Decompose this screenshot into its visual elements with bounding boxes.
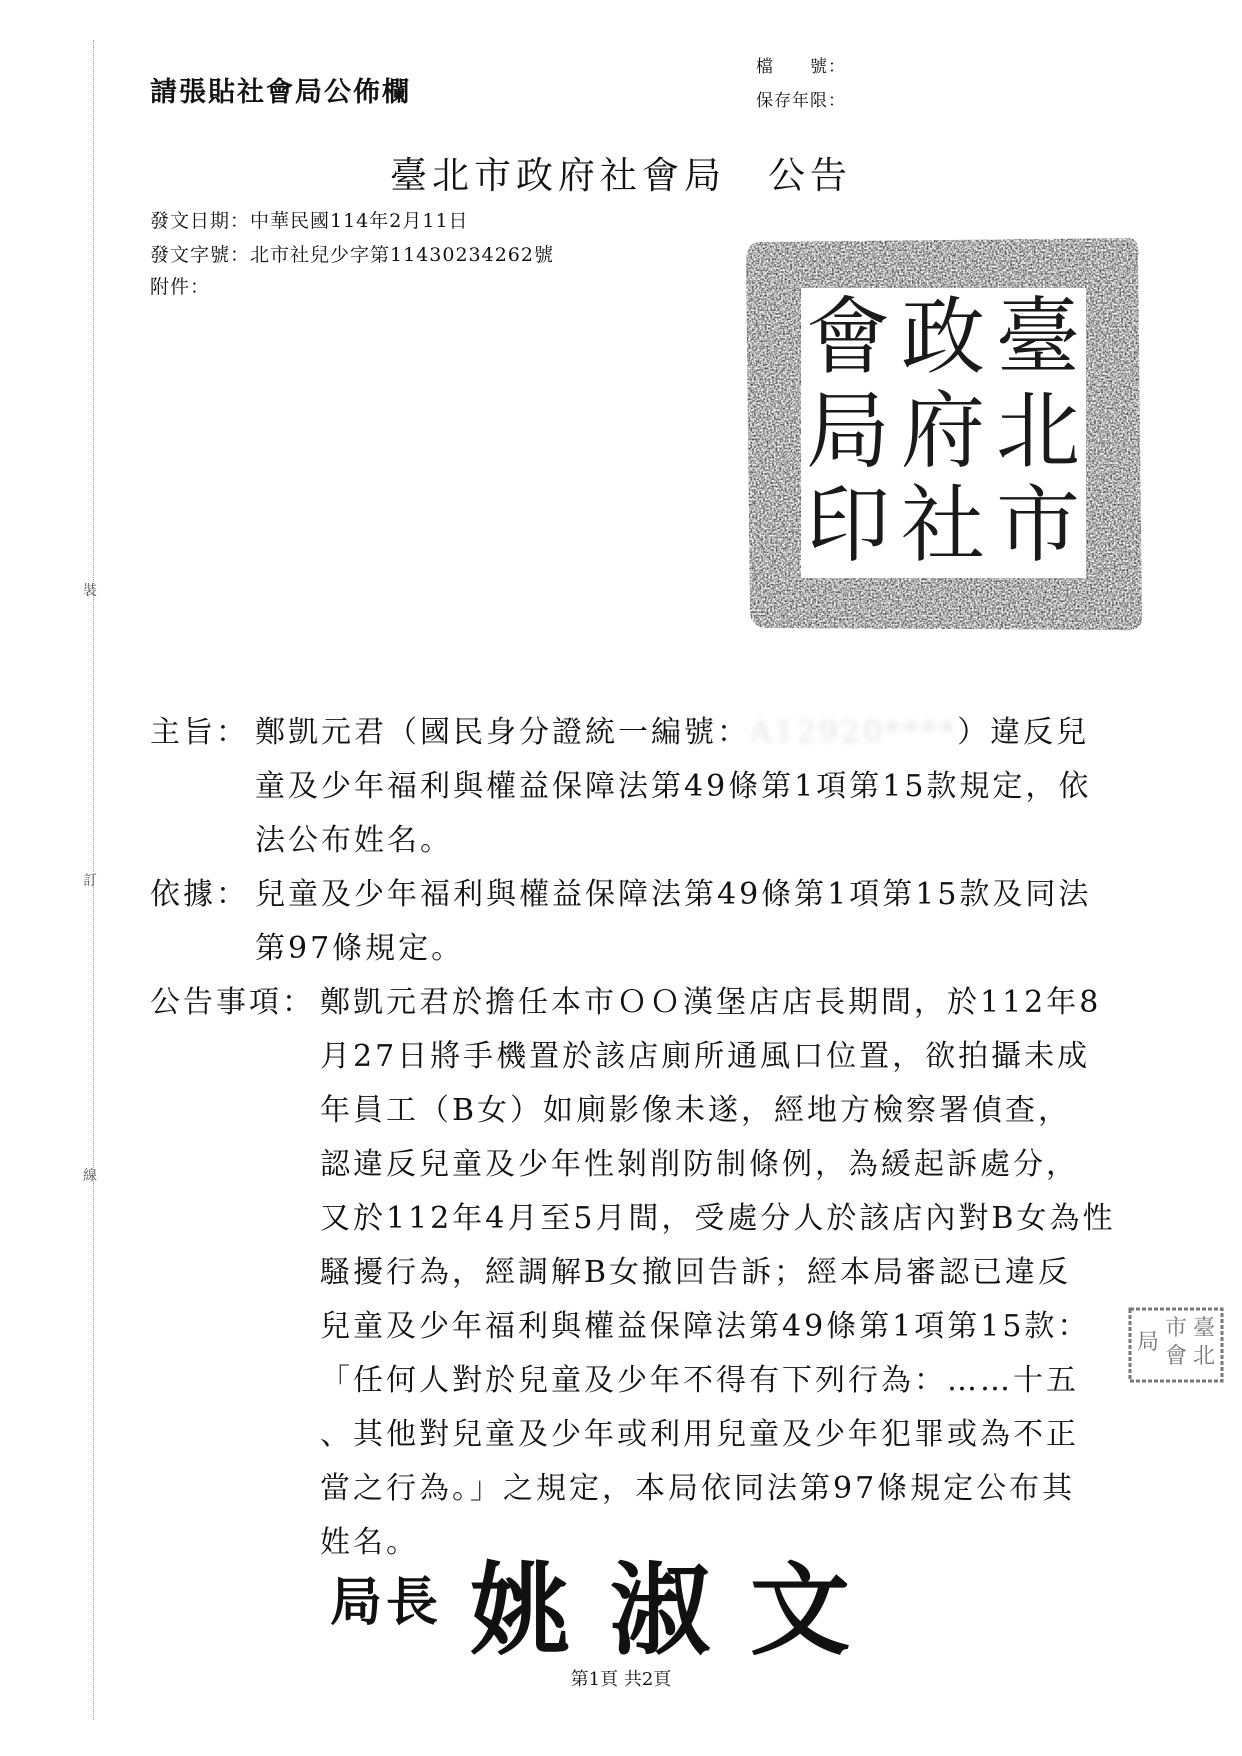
notice-line: 「任何人對於兒童及少年不得有下列行為：……十五 (320, 1363, 1079, 1398)
binding-mark: 裝 (83, 583, 97, 599)
notice-line: 認違反兒童及少年性剝削防制條例，為緩起訴處分， (320, 1147, 1079, 1182)
subject-label: 主旨： (150, 715, 249, 750)
file-number-label: 檔 號： (756, 57, 846, 77)
notice-line: 、其他對兒童及少年或利用兒童及少年犯罪或為不正 (320, 1417, 1079, 1452)
issue-date: 發文日期：中華民國114年2月11日 (150, 210, 469, 232)
stamp-character: 市 (1164, 1316, 1188, 1341)
binding-mark: 訂 (83, 873, 97, 889)
basis-line: 第97條規定。 (255, 931, 465, 966)
notice-line: 年員工（B女）如廁影像未遂，經地方檢察署偵查， (320, 1093, 1072, 1128)
seal-character: 府 (900, 382, 986, 480)
signatory-name: 姚淑文 (470, 1551, 890, 1669)
notice-line: 姓名。 (320, 1525, 419, 1560)
document-title: 臺北市政府社會局 公告 (390, 154, 852, 197)
retention-label: 保存年限： (756, 91, 846, 111)
subject-text: 鄭凱元君（國民身分證統一編號： (255, 715, 750, 750)
stamp-character: 臺 (1192, 1316, 1216, 1341)
subject-line (255, 706, 1089, 760)
seal-character: 北 (995, 382, 1081, 480)
subject-line: 童及少年福利與權益保障法第49條第1項第15款規定，依 (255, 769, 1092, 804)
binding-mark: 線 (83, 1168, 97, 1184)
seal-character: 政 (900, 288, 986, 386)
notice-line: 又於112年4月至5月間，受處分人於該店內對B女為性 (320, 1201, 1116, 1236)
basis-line: 兒童及少年福利與權益保障法第49條第1項第15款及同法 (255, 877, 1092, 912)
seal-character: 臺 (995, 288, 1081, 386)
stamp-character: 北 (1192, 1344, 1216, 1369)
seal-character: 社 (900, 476, 986, 574)
signatory-title: 局長 (330, 1572, 443, 1633)
notice-line: 月27日將手機置於該店廁所通風口位置，欲拍攝未成 (320, 1039, 1091, 1074)
official-seal (738, 228, 1148, 638)
subject-text: ）違反兒 (957, 715, 1090, 750)
stamp-character: 會 (1164, 1344, 1188, 1369)
small-stamp (1126, 1305, 1226, 1385)
notice-line: 兒童及少年福利與權益保障法第49條第1項第15款： (320, 1309, 1091, 1344)
notice-label: 公告事項： (150, 985, 315, 1020)
notice-line: 當之行為。」之規定，本局依同法第97條規定公布其 (320, 1471, 1076, 1506)
notice-line: 鄭凱元君於擔任本市ＯＯ漢堡店店長期間，於112年8 (320, 985, 1102, 1020)
redacted-id: A12920**** (750, 715, 958, 750)
stamp-character: 局 (1136, 1330, 1160, 1355)
notice-line: 騷擾行為，經調解B女撤回告訴；經本局審認已違反 (320, 1255, 1072, 1290)
basis-label: 依據： (150, 877, 249, 912)
seal-character: 局 (805, 382, 891, 480)
attachment-label: 附件： (150, 276, 211, 298)
subject-line: 法公布姓名。 (255, 823, 453, 858)
seal-character: 市 (995, 476, 1081, 574)
page-indicator: 第1頁 共2頁 (570, 1669, 672, 1690)
document-number: 發文字號：北市社兒少字第11430234262號 (150, 244, 554, 266)
seal-character: 會 (805, 288, 891, 386)
posting-note: 請張貼社會局公佈欄 (150, 77, 411, 108)
seal-character: 印 (805, 476, 891, 574)
